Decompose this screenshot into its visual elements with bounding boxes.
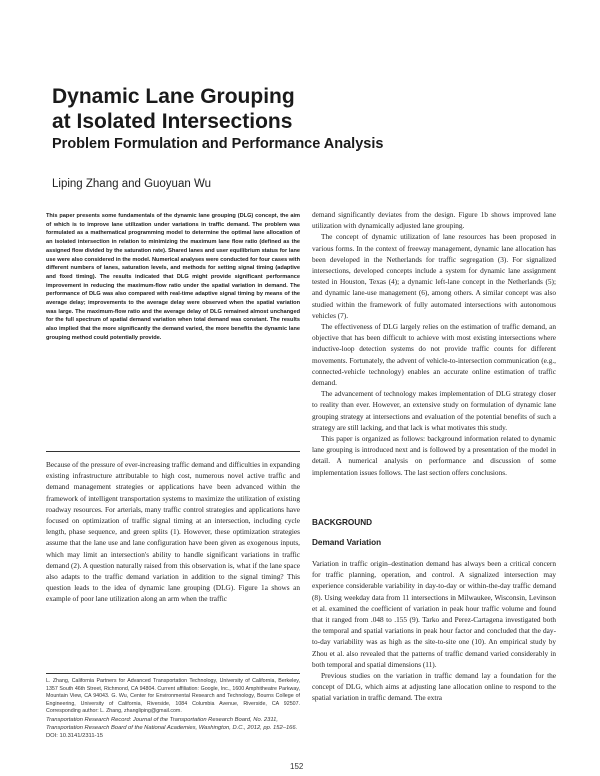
paragraph: The concept of dynamic utilization of lane resources has been proposed in various forms. In the context of freeway management, dynamic lane allocation has been developed in the Netherlands for traffic segregation (3). For signalized intersections, developed concepts include a system for dynamic lane assignment tested in Houston, Texas (4); a dynamic left-lane concept in the Netherlands (5); and dynamic lane-use management (6), among others. A similar concept was also studied within the framework of fully automated intersections with autonomous vehicles (7).	[312, 232, 556, 320]
authors: Liping Zhang and Guoyuan Wu	[52, 178, 211, 190]
paragraph: demand significantly deviates from the design. Figure 1b shows improved lane utilization with dynamically adjusted lane grouping.	[312, 210, 556, 231]
paragraph: Variation in traffic origin–destination demand has always been a critical concern for traffic planning, operation, and control. A signalized intersection may experience considerable variability in day-to-day or within-the-day traffic demand (8). Using weekday data from 11 intersections in Milwaukee, Wisconsin, Levinson et al. examined the coefficient of variation in peak hour traffic volume and found that it ranged from .048 to .155 (9). Tarko and Perez-Cartagena investigated both the temporal and spatial variations in peak hour factor and concluded that the day-to-day variability was as high as the site-to-site one (10). An empirical study by Zhou et al. also revealed that the patterns of traffic demand varied considerably in both temporal and spatial dimensions (11).	[312, 559, 556, 669]
right-column-body	[312, 209, 556, 478]
title-line-1: Dynamic Lane Grouping	[52, 85, 295, 108]
publication-info	[46, 716, 300, 740]
title-line-2: at Isolated Intersections	[52, 110, 293, 133]
section-heading-background: BACKGROUND	[312, 518, 373, 527]
footnote-divider	[46, 673, 300, 674]
paper-title	[52, 84, 295, 134]
page-number: 152	[290, 762, 304, 771]
left-column-body	[46, 459, 300, 605]
author-affiliations: L. Zhang, California Partners for Advanced Transportation Technology, University of California, Berkeley, 1357 South 46th Street, Richmond, CA 94804. Current affiliation: Google, Inc., 1600 Amphitheatre Parkway, Mountain View, CA 94043. G. Wu, Center for Environmental Research and Technology, Bourns College of Engineering, University of California, Riverside, 1084 Columbia Avenue, Riverside, CA 92507. Corresponding author: L. Zhang, zhangliping@gmail.com.	[46, 678, 300, 715]
paragraph: Previous studies on the variation in traffic demand lay a foundation for the concept of DLG, which aims at adjusting lane allocation online to respond to the spatial variation in traffic demand. The extra	[312, 671, 556, 703]
paper-subtitle: Problem Formulation and Performance Analysis	[52, 136, 384, 152]
journal-citation: Transportation Research Record: Journal of the Transportation Research Board, No. 2311, Transportation Research Board of the National Academies, Washington, D.C., 2012, pp. 152–166.	[46, 717, 298, 731]
subsection-heading-demand-variation: Demand Variation	[312, 538, 382, 547]
intro-paragraph: Because of the pressure of ever-increasing traffic demand and difficulties in expanding existing infrastructure attributable to high cost, numerous novel active traffic and demand management strategies or applications have been advanced within the framework of intelligent transportation systems to maximize the utilization of existing roadway resources. For arterials, many traffic control strategies and applications have focused on optimization of traffic signal timing at an intersection, including cycle length, phase sequence, and green splits (1). However, these optimization strategies assume that the lane use and lane configuration have been given as exogenous inputs, which may limit an intersection's ability to handle significant variations in traffic demand (2). A question naturally raised from this observation is, what if the lane space also adapts to the traffic demand variation in addition to the signal timing? This question leads to the idea of dynamic lane grouping (DLG). Figure 1a shows an example of poor lane utilization along an arm when the traffic	[46, 460, 300, 604]
paragraph: The advancement of technology makes implementation of DLG strategy closer to reality than ever. However, an extensive study on formulation of dynamic lane grouping strategy at intersections and evaluation of the potential benefits of such a strategy are still lacking, and that lack is what motivates this study.	[312, 389, 556, 432]
abstract: This paper presents some fundamentals of the dynamic lane grouping (DLG) concept, the aim of which is to improve lane utilization under variations in traffic demand. The problem was formulated as a mathematical programming model to determine the optimal lane allocation of an isolated intersection in relation to minimizing the maximum lane flow ratio (defined as the assigned flow divided by the saturation rate). Shared lanes and user equilibrium status for lane use were also considered in the model. Numerical analyses were conducted for four cases with different numbers of lanes, saturation levels, and methods for setting signal timing (adaptive and fixed timing). The results indicated that DLG might provide significant performance improvement in reducing the maximum-flow ratio under the spatial variation in demand. The performance of DLG was also compared with real-time adaptive signal timing by means of the average delay; improvements to the average delay were observed when the spatial variation was large. The maximum-flow ratio and the average delay of DLG remained almost unchanged for the full spectrum of spatial demand variation when total demand was constant. The results also implied that the more significantly the demand varied, the more benefits the dynamic lane grouping method could potentially provide.	[46, 213, 300, 341]
doi: DOI: 10.3141/2311-15	[46, 733, 103, 739]
paragraph: This paper is organized as follows: background information related to dynamic lane grouping is introduced next and is followed by a presentation of the model in detail. A numerical analysis on performance and discussion of some implementation issues follows. The last section offers conclusions.	[312, 434, 556, 477]
paragraph: The effectiveness of DLG largely relies on the estimation of traffic demand, an objective that has been difficult to achieve with most existing intersections where inductive-loop detection systems do not provide traffic counts for different movements. Fortunately, the advent of vehicle-to-intersection communication (e.g., connected-vehicle technology) enables an accurate online estimation of traffic demand.	[312, 322, 556, 388]
demand-variation-body	[312, 558, 556, 704]
abstract-divider	[46, 451, 300, 452]
